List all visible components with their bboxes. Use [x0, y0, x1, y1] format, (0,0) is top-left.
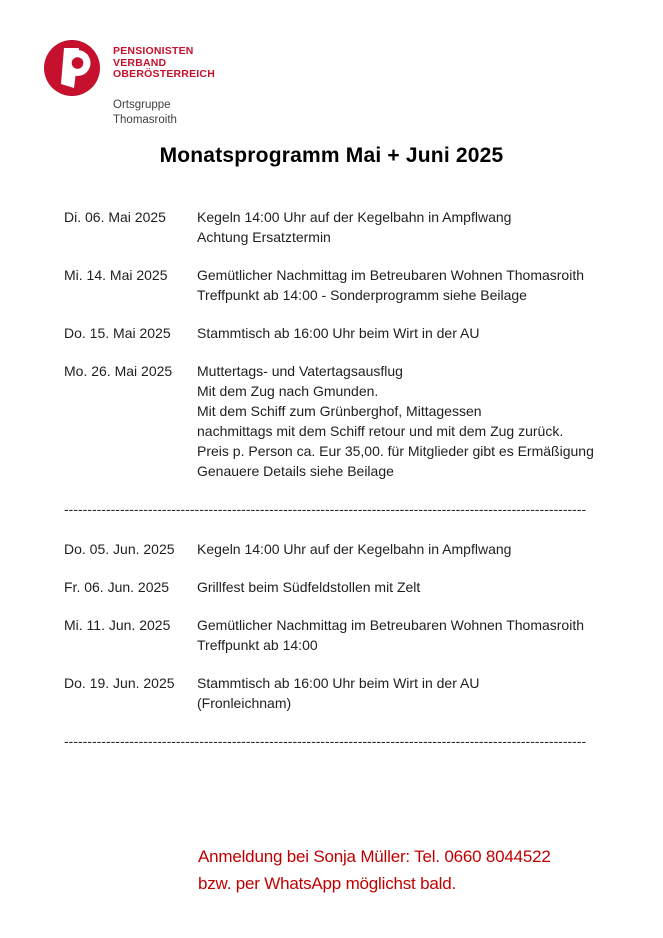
- event-description-line: Genauere Details siehe Beilage: [197, 463, 394, 479]
- org-name-line: VERBAND: [113, 56, 167, 69]
- event-description-line: Mit dem Zug nach Gmunden.: [197, 383, 379, 399]
- event-description: [197, 615, 624, 655]
- event-description: [197, 361, 624, 481]
- event-description: [197, 207, 624, 247]
- separator-line: ----------------------------------------------------------------------------------------------------------------: [64, 733, 587, 749]
- registration-note: [198, 843, 551, 897]
- event-date: Do. 15. Mai 2025: [64, 325, 171, 341]
- event-row: [64, 265, 624, 305]
- letterhead: [44, 40, 215, 128]
- event-date: Di. 06. Mai 2025: [64, 209, 166, 225]
- org-name-line: OBERÖSTERREICH: [113, 68, 215, 80]
- event-row: [64, 539, 624, 559]
- event-description-line: Mit dem Schiff zum Grünberghof, Mittagessen: [197, 403, 482, 419]
- event-description: [197, 577, 624, 597]
- event-description-line: Stammtisch ab 16:00 Uhr beim Wirt in der AU: [197, 325, 480, 341]
- event-description-line: Kegeln 14:00 Uhr auf der Kegelbahn in Ampflwang: [197, 541, 512, 557]
- registration-note-line: Anmeldung bei Sonja Müller: Tel. 0660 8044522: [198, 847, 551, 866]
- event-description-line: Grillfest beim Südfeldstollen mit Zelt: [197, 579, 421, 595]
- chapter-name-block: [113, 98, 215, 128]
- event-description: [197, 323, 624, 343]
- event-description: [197, 539, 624, 559]
- event-date: Do. 05. Jun. 2025: [64, 541, 175, 557]
- event-description-line: nachmittags mit dem Schiff retour und mit dem Zug zurück.: [197, 423, 564, 439]
- event-row: [64, 323, 624, 343]
- event-row: [64, 361, 624, 481]
- event-description-line: Preis p. Person ca. Eur 35,00. für Mitglieder gibt es Ermäßigung: [197, 443, 594, 459]
- event-description-line: Achtung Ersatztermin: [197, 229, 331, 245]
- event-description-line: Stammtisch ab 16:00 Uhr beim Wirt in der AU: [197, 675, 480, 691]
- event-description-line: Muttertags- und Vatertagsausflug: [197, 363, 403, 379]
- pvoe-p-logo-icon: [44, 40, 100, 96]
- event-description-line: Gemütlicher Nachmittag im Betreubaren Wohnen Thomasroith: [197, 267, 584, 283]
- event-description: [197, 265, 624, 305]
- event-description-line: (Fronleichnam): [197, 695, 292, 711]
- event-date: Do. 19. Jun. 2025: [64, 675, 175, 691]
- registration-note-line: bzw. per WhatsApp möglichst bald.: [198, 874, 456, 893]
- event-description-line: Treffpunkt ab 14:00 - Sonderprogramm siehe Beilage: [197, 287, 527, 303]
- event-description-line: Treffpunkt ab 14:00: [197, 637, 318, 653]
- event-date: Mo. 26. Mai 2025: [64, 363, 173, 379]
- event-description: [197, 673, 624, 713]
- chapter-line: Thomasroith: [113, 113, 177, 126]
- event-date: Mi. 11. Jun. 2025: [64, 617, 171, 633]
- org-name-block: [113, 40, 215, 128]
- event-description-line: Kegeln 14:00 Uhr auf der Kegelbahn in Ampflwang: [197, 209, 512, 225]
- event-date: Fr. 06. Jun. 2025: [64, 579, 170, 595]
- event-date: Mi. 14. Mai 2025: [64, 267, 168, 283]
- event-description-line: Gemütlicher Nachmittag im Betreubaren Wohnen Thomasroith: [197, 617, 584, 633]
- chapter-line: Ortsgruppe: [113, 98, 171, 111]
- event-schedule: [64, 207, 624, 771]
- org-name-line: PENSIONISTEN: [113, 45, 194, 57]
- page-title: Monatsprogramm Mai + Juni 2025: [159, 144, 504, 167]
- event-row: [64, 673, 624, 713]
- event-row: [64, 207, 624, 247]
- event-row: [64, 577, 624, 597]
- event-row: [64, 615, 624, 655]
- separator-line: ----------------------------------------------------------------------------------------------------------------: [64, 501, 587, 517]
